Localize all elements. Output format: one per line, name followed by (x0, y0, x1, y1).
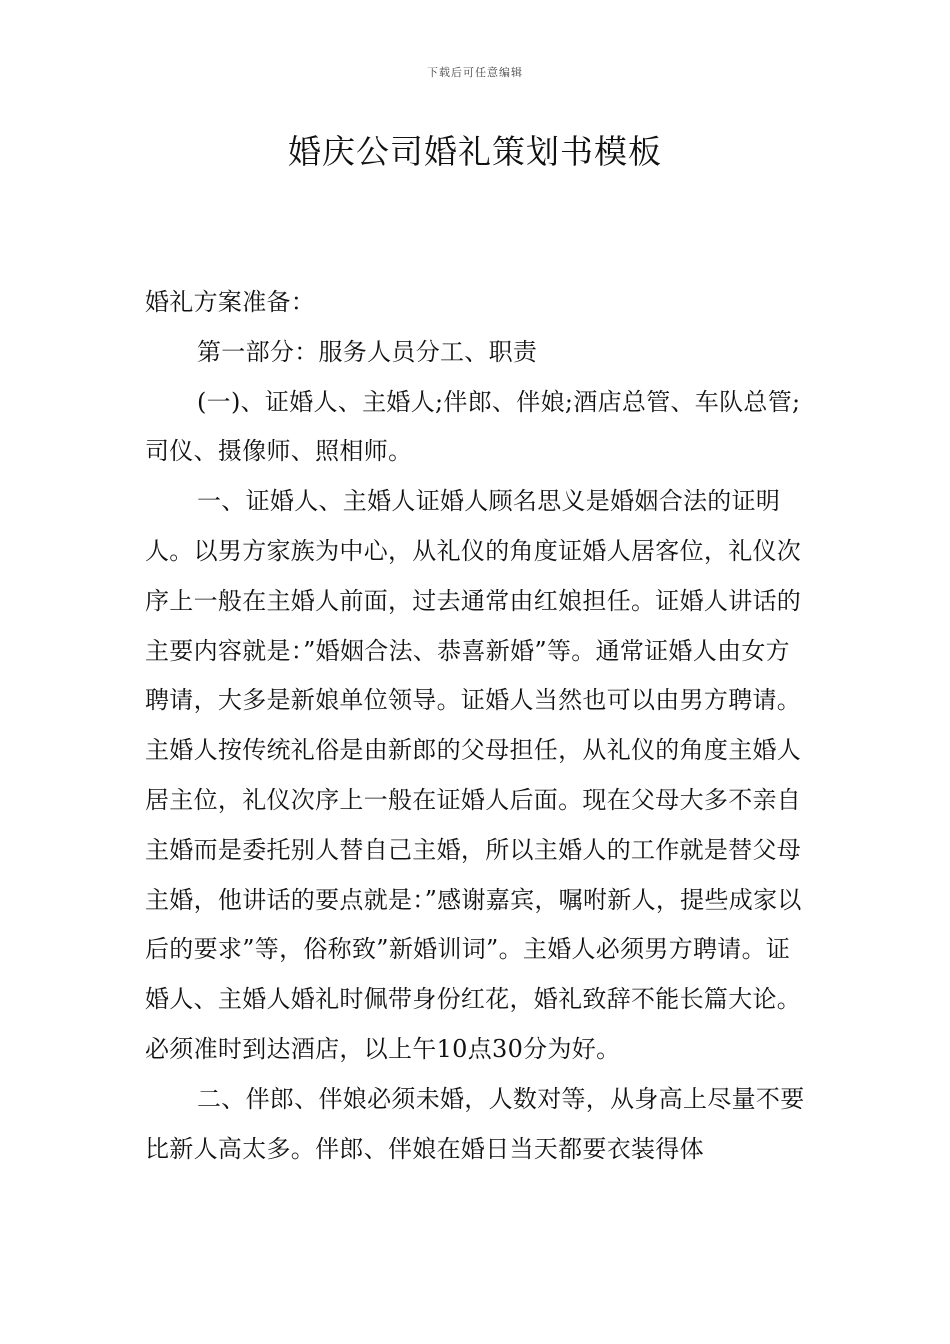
document-title: 婚庆公司婚礼策划书模板 (288, 132, 662, 171)
document-body (145, 278, 813, 1174)
paragraph-witness-host: 一、证婚人、主婚人证婚人顾名思义是婚姻合法的证明人。以男方家族为中心，从礼仪的角度证婚人居客位，礼仪次序上一般在主婚人前面，过去通常由红娘担任。证婚人讲话的主要内容就是：”婚姻合法、恭喜新婚”等。通常证婚人由女方聘请，大多是新娘单位领导。证婚人当然也可以由男方聘请。主婚人按传统礼俗是由新郎的父母担任，从礼仪的角度主婚人居主位，礼仪次序上一般在证婚人后面。现在父母大多不亲自主婚而是委托别人替自己主婚，所以主婚人的工作就是替父母主婚，他讲话的要点就是：”感谢嘉宾，嘱咐新人，提些成家以后的要求”等，俗称致”新婚训词”。主婚人必须男方聘请。证婚人、主婚人婚礼时佩带身份红花，婚礼致辞不能长篇大论。必须准时到达酒店，以上午10点30分为好。 (145, 487, 802, 1063)
paragraph-groomsman-bridesmaid: 二、伴郎、伴娘必须未婚，人数对等，从身高上尽量不要比新人高太多。伴郎、伴娘在婚日当天都要衣装得体 (145, 1084, 805, 1163)
paragraph-roles: (一)、证婚人、主婚人;伴郎、伴娘;酒店总管、车队总管;司仪、摄像师、照相师。 (145, 387, 801, 466)
part-heading: 第一部分：服务人员分工、职责 (197, 337, 538, 366)
section-heading: 婚礼方案准备： (145, 288, 316, 316)
header-note: 下载后可任意编辑 (427, 66, 523, 79)
